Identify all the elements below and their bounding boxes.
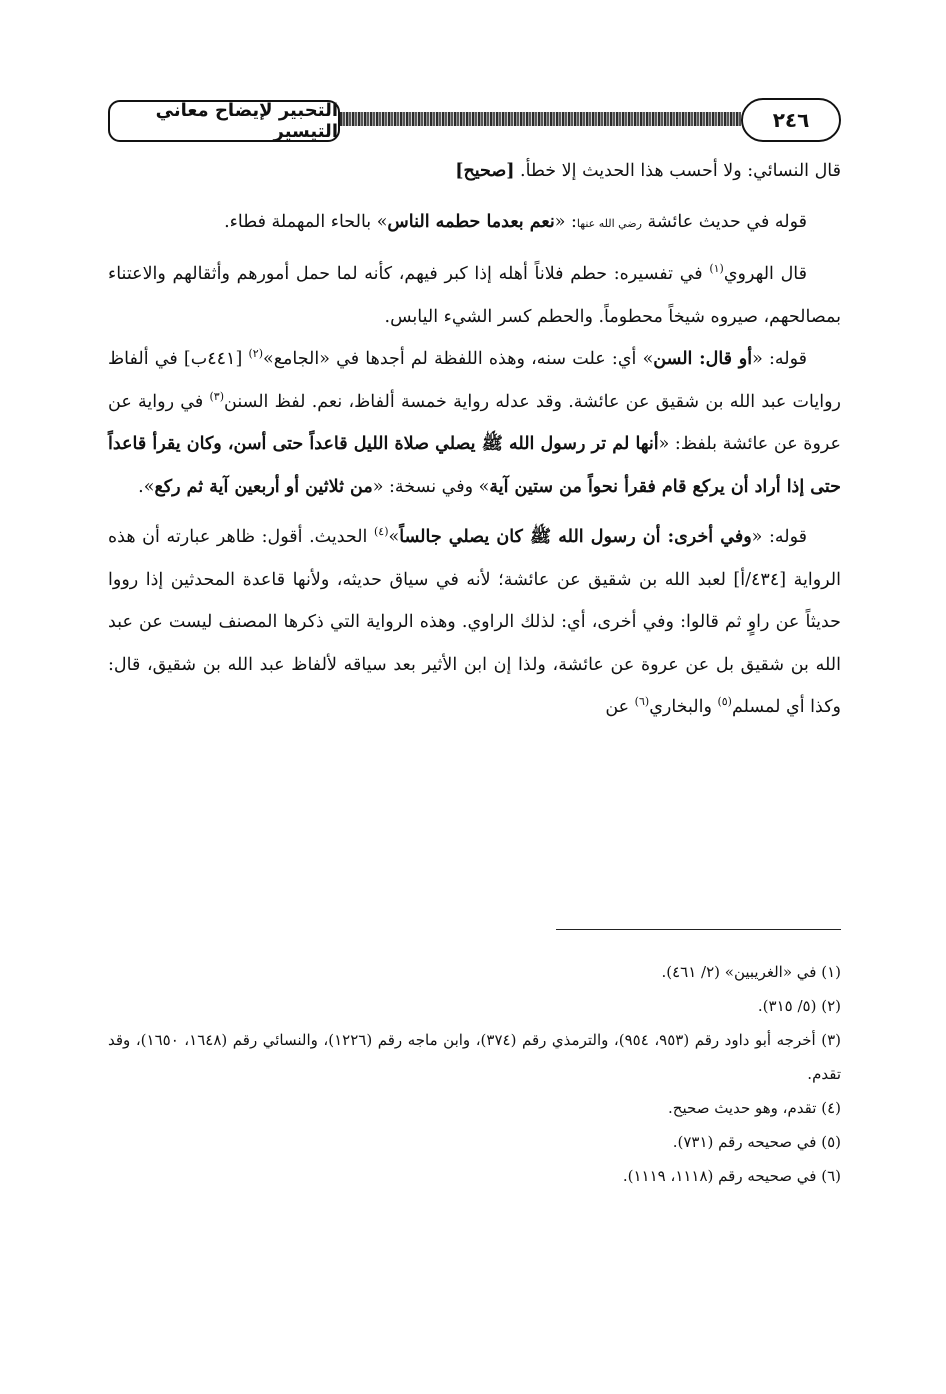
footnotes: [108, 955, 841, 1193]
footnote-5: (٥) في صحيحه رقم (٧٣١).: [672, 1133, 841, 1151]
footnote-ref-5[interactable]: (٥): [717, 695, 732, 709]
footnote-ref-1[interactable]: (١): [709, 262, 724, 276]
header-ornament: [340, 112, 741, 126]
footnote-divider: [556, 929, 841, 930]
footnote-2: (٢) (٥/ ٣١٥).: [757, 997, 841, 1015]
paragraph-3: قال الهروي$^{(١)}$ في تفسيره: حطم فلاناً أهله إذا كبر فيهم، كأنه لما حمل أمورهم وأثقالهم والاعتناء بمصالحهم، صيروه شيخاً محطوماً. والحطم كسر الشيء اليابس.: [108, 262, 841, 327]
book-title: التحبير لإيضاح معاني التيسير: [108, 100, 340, 142]
main-text: [108, 150, 841, 729]
paragraph-4: قوله: «أو قال: السن» أي: علت سنه، وهذه اللفظة لم أجدها في «الجامع»$^{(٢)}$ [٤٤١ب] في ألفاظ روايات عبد الله بن شقيق عن عائشة. وقد عدله رواية خمسة ألفاظ، نعم. لفظ السنن$^{(٣)}$ في رواية عن عروة عن عائشة بلفظ: «أنها لم تر رسول الله ﷺ يصلي صلاة الليل قاعداً حتى أسن، وكان يقرأ قاعداً حتى إذا أراد أن يركع قام فقرأ نحواً من ستين آية» وفي نسخة: «من ثلاثين أو أربعين آية ثم ركع».: [108, 347, 841, 497]
footnote-6: (٦) في صحيحه رقم (١١١٨، ١١١٩).: [622, 1167, 841, 1185]
footnote-1: (١) في «الغريبين» (٢/ ٤٦١).: [661, 963, 841, 981]
footnote-ref-4[interactable]: (٤): [374, 525, 389, 539]
honorific: رضي الله عنها: [576, 216, 642, 230]
footnote-4: (٤) تقدم، وهو حديث صحيح.: [668, 1099, 841, 1117]
hadith-grade: [صحيح]: [455, 161, 515, 181]
footnote-ref-6[interactable]: (٦): [634, 695, 650, 709]
paragraph-5: قوله: «وفي أخرى: أن رسول الله ﷺ كان يصلي جالساً»$^{(٤)}$ الحديث. أقول: ظاهر عبارته أن هذه الرواية [٤٣٤/أ] لعبد الله بن شقيق عن عائشة؛ لأنه في سياق حديثه، ولأنها قاعدة المحدثين إذا رووا حديثاً عن راوٍ ثم قالوا: وفي أخرى، أي: لذلك الراوي. وهذه الرواية التي ذكرها المصنف ليست عن عبد الله بن شقيق بل عن عروة عن عائشة، ولذا إن ابن الأثير بعد سياقه لألفاظ عبد الله بن شقيق، قال: وكذا أي لمسلم$^{(٥)}$ والبخاري$^{(٦)}$ عن: [108, 525, 842, 717]
paragraph-2: قوله في حديث عائشة رضي الله عنها: «نعم بعدما حطمه الناس» بالحاء المهملة فطاء.: [224, 211, 807, 232]
quote: نعم بعدما حطمه الناس: [387, 211, 555, 232]
footnote-3: (٣) أخرجه أبو داود رقم (٩٥٣، ٩٥٤)، والترمذي رقم (٣٧٤)، وابن ماجه رقم (١٢٢٦)، والنسائي رقم (١٦٤٨، ١٦٥٠)، وقد تقدم.: [108, 1031, 841, 1083]
page-number: ٢٤٦: [741, 98, 841, 142]
page-header: [108, 98, 841, 144]
footnote-ref-3[interactable]: (٣): [209, 389, 224, 403]
paragraph-1: قال النسائي: ولا أحسب هذا الحديث إلا خطأ. [صحيح]: [455, 161, 841, 181]
footnote-ref-2[interactable]: (٢): [248, 347, 263, 361]
